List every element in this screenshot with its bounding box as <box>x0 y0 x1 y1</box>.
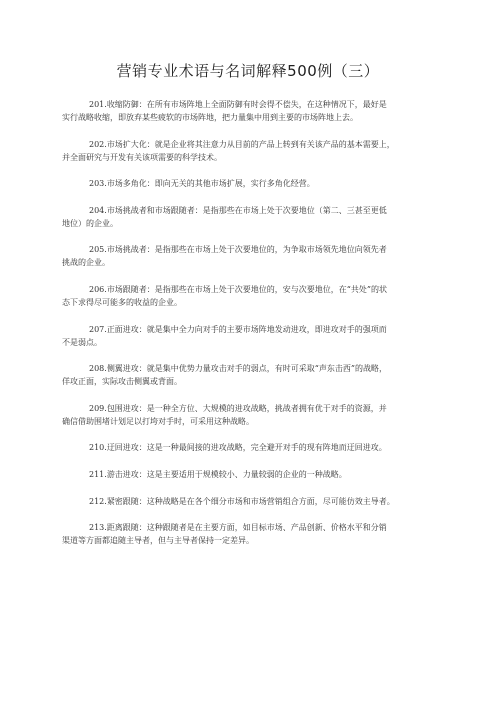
entry-line: 210.迂回进攻：这是一种最间接的进攻战略，完全避开对手的现有阵地而迂回进攻。 <box>89 443 387 453</box>
entry-line: 213.距离跟随：这种跟随者是在主要方面，如目标市场、产品创新、价格水平和分销 <box>89 523 387 533</box>
entry-list <box>62 98 442 561</box>
entry-line: 203.市场多角化：即向无关的其他市场扩展，实行多角化经营。 <box>89 179 315 189</box>
entry-line: 实行战略收缩，即放弃某些疲软的市场阵地，把力量集中用到主要的市场阵地上去。 <box>62 113 358 122</box>
entry-line: 态下求得尽可能多的收益的企业。 <box>62 297 182 307</box>
entry-line: 204.市场挑战者和市场跟随者：是指那些在市场上处于次要地位（第二、三甚至更低 <box>89 205 387 215</box>
entry-207 <box>62 323 442 349</box>
entry-209 <box>62 402 442 428</box>
entry-line: 确信借助围堵计划足以打垮对手时，可采用这种战略。 <box>62 416 254 426</box>
entry-203 <box>62 177 442 190</box>
entry-line: 不是弱点。 <box>62 337 102 347</box>
entry-line: 挑战的企业。 <box>62 258 110 268</box>
entry-line: 212.紧密跟随：这种战略是在各个细分市场和市场营销组合方面，尽可能仿效主导者。 <box>89 496 395 506</box>
entry-line: 211.游击进攻：这是主要适用于规模较小、力量较弱的企业的一种战略。 <box>89 469 347 479</box>
entry-205 <box>62 243 442 269</box>
entry-line: 佯攻正面，实际攻击侧翼或背面。 <box>62 377 182 387</box>
entry-204 <box>62 204 442 230</box>
entry-line: 205.市场挑战者：是指那些在市场上处于次要地位的，为争取市场领先地位向领先者 <box>89 245 387 255</box>
document-title: 营销专业术语与名词解释500例（三） <box>116 62 380 80</box>
entry-line: 渠道等方面都追随主导者，但与主导者保持一定差异。 <box>62 536 254 546</box>
entry-208 <box>62 362 442 388</box>
entry-line: 208.侧翼进攻：就是集中优势力量攻击对手的弱点，有时可采取“声东击西”的战略， <box>89 364 387 374</box>
entry-line: 202.市场扩大化：就是企业将其注意力从目前的产品上转到有关该产品的基本需要上， <box>89 139 395 149</box>
entry-211 <box>62 468 442 481</box>
entry-line: 201.收缩防御：在所有市场阵地上全面防御有时会得不偿失，在这种情况下，最好是 <box>89 100 387 109</box>
entry-201 <box>62 98 442 124</box>
entry-202 <box>62 138 442 164</box>
entry-line: 地位）的企业。 <box>62 218 118 228</box>
entry-line: 206.市场跟随者：是指那些在市场上处于次要地位的，安与次要地位，在“共处”的状 <box>89 284 387 294</box>
entry-210 <box>62 441 442 454</box>
entry-206 <box>62 283 442 309</box>
entry-line: 209.包围进攻：是一种全方位、大规模的进攻战略，挑战者拥有优于对手的资源，并 <box>89 403 387 413</box>
entry-line: 并全面研究与开发有关该项需要的科学技术。 <box>62 152 222 162</box>
entry-212 <box>62 495 442 508</box>
entry-line: 207.正面进攻：就是集中全力向对手的主要市场阵地发动进攻，即进攻对手的强项而 <box>89 324 387 334</box>
entry-213 <box>62 521 442 547</box>
